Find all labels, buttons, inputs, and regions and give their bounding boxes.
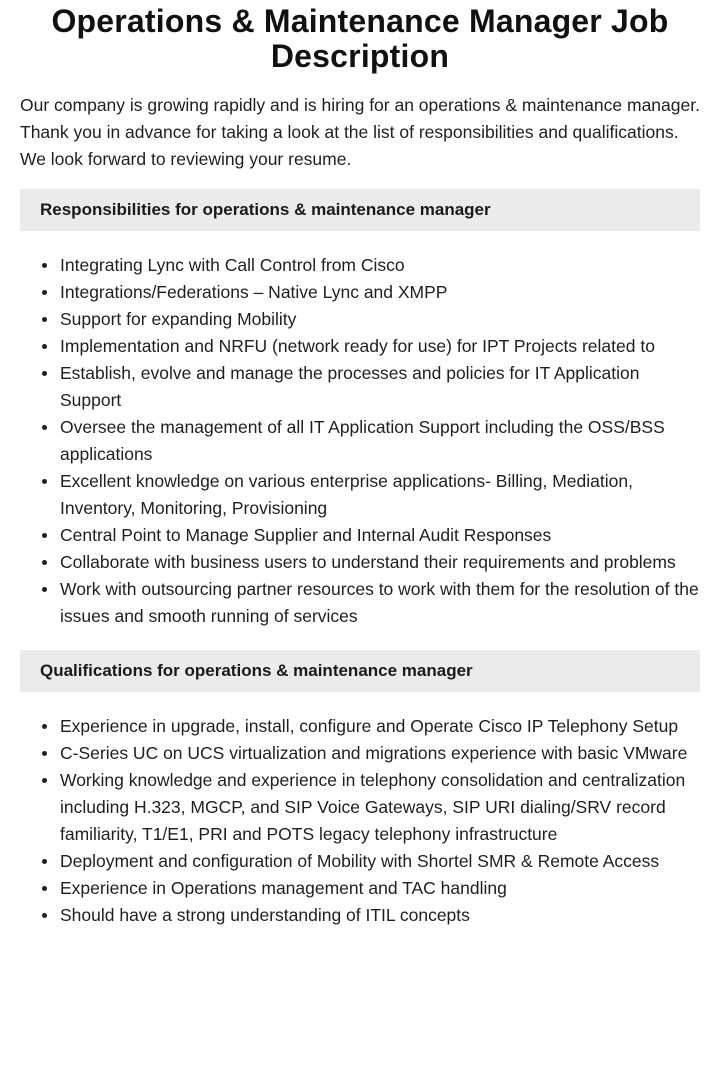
bullet-icon bbox=[42, 263, 47, 268]
qualification-item bbox=[20, 848, 700, 875]
bullet-icon bbox=[42, 533, 47, 538]
qualification-item bbox=[20, 902, 700, 929]
responsibility-text: Integrating Lync with Call Control from Cisco bbox=[60, 255, 405, 275]
qualification-text: Deployment and configuration of Mobility with Shortel SMR & Remote Access bbox=[60, 851, 660, 871]
qualification-item bbox=[20, 740, 700, 767]
responsibility-item bbox=[20, 279, 700, 306]
intro-paragraph: Our company is growing rapidly and is hiring for an operations & maintenance manager. Thank you in advance for taking a look at the list of responsibilities and qualifications. We look forward to reviewing your resume. bbox=[20, 95, 700, 169]
responsibility-item bbox=[20, 252, 700, 279]
responsibility-text: Implementation and NRFU (network ready for use) for IPT Projects related to bbox=[60, 336, 655, 356]
qualification-text: Experience in Operations management and TAC handling bbox=[60, 878, 507, 898]
page-title: Operations & Maintenance Manager Job Description bbox=[51, 3, 669, 74]
qualifications-heading: Qualifications for operations & maintenance manager bbox=[20, 650, 700, 692]
qualification-text: Should have a strong understanding of ITIL concepts bbox=[60, 905, 470, 925]
bullet-icon bbox=[42, 425, 47, 430]
responsibility-item bbox=[20, 576, 700, 630]
bullet-icon bbox=[42, 560, 47, 565]
bullet-icon bbox=[42, 886, 47, 891]
responsibility-item bbox=[20, 306, 700, 333]
qualification-item bbox=[20, 713, 700, 740]
responsibility-text: Support for expanding Mobility bbox=[60, 309, 297, 329]
qualification-text: Experience in upgrade, install, configure and Operate Cisco IP Telephony Setup bbox=[60, 716, 679, 736]
bullet-icon bbox=[42, 778, 47, 783]
bullet-icon bbox=[42, 587, 47, 592]
bullet-icon bbox=[42, 913, 47, 918]
bullet-icon bbox=[42, 317, 47, 322]
responsibility-item bbox=[20, 522, 700, 549]
qualification-item bbox=[20, 767, 700, 848]
responsibility-item bbox=[20, 414, 700, 468]
bullet-icon bbox=[42, 859, 47, 864]
qualification-text: Working knowledge and experience in telephony consolidation and centralization including H.323, MGCP, and SIP Voice Gateways, SIP URI dialing/SRV record familiarity, T1/E1, PRI and POTS legacy telephony infrastructure bbox=[60, 770, 686, 844]
responsibility-text: Integrations/Federations – Native Lync and XMPP bbox=[60, 282, 448, 302]
responsibility-text: Excellent knowledge on various enterprise applications- Billing, Mediation, Inventory, Monitoring, Provisioning bbox=[60, 471, 633, 518]
responsibility-item bbox=[20, 549, 700, 576]
responsibilities-list bbox=[20, 252, 700, 630]
bullet-icon bbox=[42, 724, 47, 729]
responsibility-item bbox=[20, 360, 700, 414]
bullet-icon bbox=[42, 371, 47, 376]
responsibilities-heading: Responsibilities for operations & maintenance manager bbox=[20, 189, 700, 231]
qualification-text: C-Series UC on UCS virtualization and migrations experience with basic VMware bbox=[60, 743, 688, 763]
bullet-icon bbox=[42, 290, 47, 295]
qualification-item bbox=[20, 875, 700, 902]
responsibility-text: Establish, evolve and manage the processes and policies for IT Application Support bbox=[60, 363, 640, 410]
bullet-icon bbox=[42, 344, 47, 349]
bullet-icon bbox=[42, 479, 47, 484]
responsibility-item bbox=[20, 333, 700, 360]
bullet-icon bbox=[42, 751, 47, 756]
responsibility-text: Oversee the management of all IT Application Support including the OSS/BSS applications bbox=[60, 417, 665, 464]
qualifications-list bbox=[20, 713, 700, 929]
responsibility-item bbox=[20, 468, 700, 522]
responsibility-text: Central Point to Manage Supplier and Internal Audit Responses bbox=[60, 525, 552, 545]
responsibility-text: Collaborate with business users to understand their requirements and problems bbox=[60, 552, 676, 572]
responsibility-text: Work with outsourcing partner resources to work with them for the resolution of the issues and smooth running of services bbox=[60, 579, 699, 626]
